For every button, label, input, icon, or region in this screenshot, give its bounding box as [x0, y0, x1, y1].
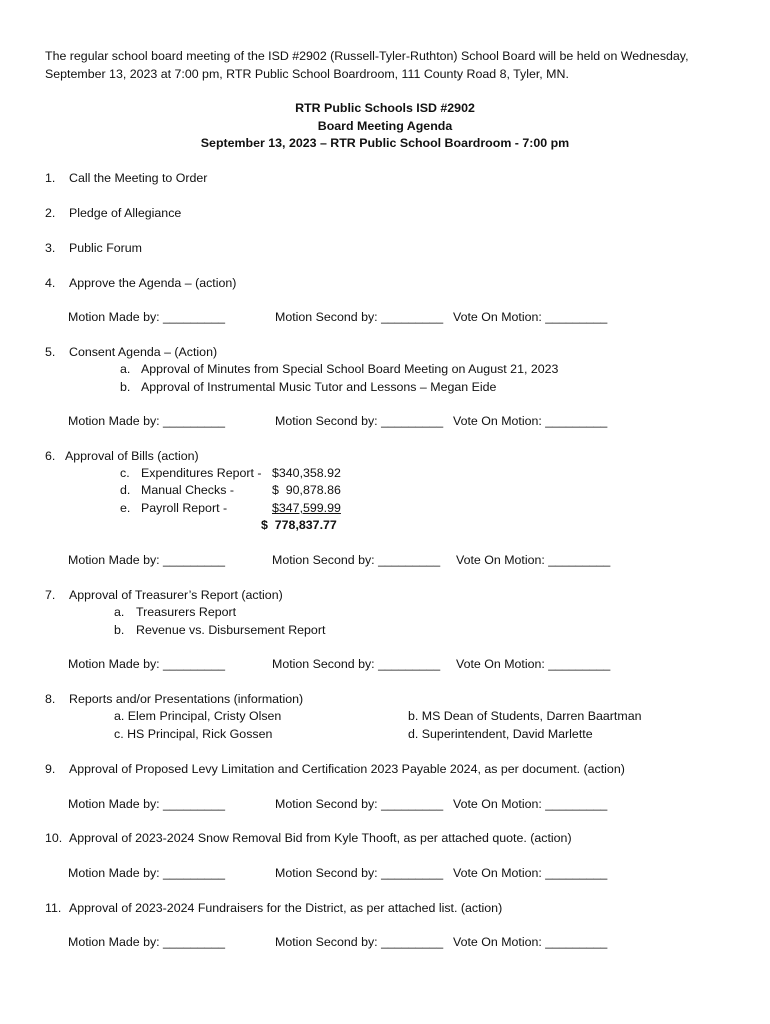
header-date-line: September 13, 2023 – RTR Public School Boardroom - 7:00 pm	[200, 136, 570, 150]
sub-item-text: Revenue vs. Disbursement Report	[136, 623, 326, 637]
agenda-item-10	[45, 831, 572, 845]
sub-item-text: Approval of Minutes from Special School Board Meeting on August 21, 2023	[141, 362, 559, 376]
motion-made-line: Motion Made by: _________	[68, 553, 226, 567]
item-text: Reports and/or Presentations (information)	[69, 692, 304, 706]
bill-label-manual-checks: Manual Checks -	[141, 483, 234, 497]
intro-line-2: September 13, 2023 at 7:00 pm, RTR Public School Boardroom, 111 County Road 8, Tyler, MN.	[45, 67, 569, 81]
vote-on-motion-line: Vote On Motion: _________	[453, 414, 608, 428]
motion-second-line: Motion Second by: _________	[272, 553, 441, 567]
item-text: Approval of Treasurer’s Report (action)	[69, 588, 283, 602]
sub-item-letter: a.	[114, 605, 125, 619]
intro-line-1: The regular school board meeting of the ISD #2902 (Russell-Tyler-Ruthton) School Board will be held on Wednesday,	[45, 49, 689, 63]
sub-item-letter: b.	[114, 623, 125, 637]
sub-item-text: Treasurers Report	[136, 605, 237, 619]
item-text: Approval of Bills (action)	[65, 449, 199, 463]
header-org: RTR Public Schools ISD #2902	[295, 101, 475, 115]
agenda-item-2	[45, 206, 181, 220]
item-number: 11.	[45, 901, 62, 915]
item-number: 4.	[45, 276, 56, 290]
item-text: Approval of 2023-2024 Snow Removal Bid from Kyle Thooft, as per attached quote. (action)	[69, 831, 572, 845]
motion-made-line: Motion Made by: _________	[68, 657, 226, 671]
sub-item-letter: b.	[120, 380, 131, 394]
item-text: Approval of 2023-2024 Fundraisers for the District, as per attached list. (action)	[69, 901, 503, 915]
motion-made-line: Motion Made by: _________	[68, 414, 226, 428]
bill-label-payroll: Payroll Report -	[141, 501, 228, 515]
motion-second-line: Motion Second by: _________	[275, 797, 444, 811]
page-title: Board Meeting Agenda	[317, 119, 453, 133]
item-number: 6.	[45, 449, 56, 463]
item-number: 3.	[45, 241, 56, 255]
agenda-item-3	[45, 241, 142, 255]
item-number: 2.	[45, 206, 56, 220]
bill-letter-d: d.	[120, 483, 131, 497]
motion-made-line: Motion Made by: _________	[68, 310, 226, 324]
sub-item-7a	[114, 605, 236, 619]
presenter-b: b. MS Dean of Students, Darren Baartman	[408, 709, 642, 723]
item-text: Consent Agenda – (Action)	[69, 345, 218, 359]
vote-on-motion-line: Vote On Motion: _________	[453, 797, 608, 811]
item-text: Public Forum	[69, 241, 142, 255]
sub-item-text: Approval of Instrumental Music Tutor and Lessons – Megan Eide	[141, 380, 497, 394]
bill-amount-manual-checks: $ 90,878.86	[272, 483, 341, 497]
motion-second-line: Motion Second by: _________	[275, 866, 444, 880]
item-text: Call the Meeting to Order	[69, 171, 208, 185]
item-number: 10.	[45, 831, 63, 845]
bill-letter-c: c.	[120, 466, 130, 480]
vote-on-motion-line: Vote On Motion: _________	[453, 310, 608, 324]
vote-on-motion-line: Vote On Motion: _________	[453, 935, 608, 949]
presenter-a: a. Elem Principal, Cristy Olsen	[114, 709, 282, 723]
sub-item-letter: a.	[120, 362, 131, 376]
item-number: 5.	[45, 345, 56, 359]
vote-on-motion-line: Vote On Motion: _________	[456, 657, 611, 671]
item-text: Approval of Proposed Levy Limitation and Certification 2023 Payable 2024, as per document. (action)	[69, 762, 625, 776]
bill-amount-payroll: $347,599.99	[272, 501, 341, 515]
agenda-item-4	[45, 276, 236, 290]
motion-made-line: Motion Made by: _________	[68, 797, 226, 811]
vote-on-motion-line: Vote On Motion: _________	[456, 553, 611, 567]
vote-on-motion-line: Vote On Motion: _________	[453, 866, 608, 880]
sub-item-7b	[114, 623, 325, 637]
item-number: 7.	[45, 588, 56, 602]
bills-total: $ 778,837.77	[261, 518, 337, 532]
bill-label-expenditures: Expenditures Report -	[141, 466, 262, 480]
bill-amount-expenditures: $340,358.92	[272, 466, 341, 480]
motion-second-line: Motion Second by: _________	[275, 935, 444, 949]
motion-second-line: Motion Second by: _________	[275, 310, 444, 324]
presenter-c: c. HS Principal, Rick Gossen	[114, 727, 273, 741]
agenda-item-8	[45, 692, 303, 706]
agenda-item-1	[45, 171, 207, 185]
agenda-item-9	[45, 762, 625, 776]
agenda-item-5	[45, 345, 217, 359]
agenda-item-6	[45, 449, 199, 463]
item-number: 9.	[45, 762, 56, 776]
item-text: Approve the Agenda – (action)	[69, 276, 237, 290]
motion-made-line: Motion Made by: _________	[68, 935, 226, 949]
bill-letter-e: e.	[120, 501, 131, 515]
agenda-item-7	[45, 588, 283, 602]
presenter-d: d. Superintendent, David Marlette	[408, 727, 593, 741]
sub-item-5b	[120, 380, 496, 394]
item-number: 1.	[45, 171, 56, 185]
agenda-item-11	[45, 901, 502, 915]
motion-second-line: Motion Second by: _________	[275, 414, 444, 428]
sub-item-5a	[120, 362, 558, 376]
item-number: 8.	[45, 692, 56, 706]
item-text: Pledge of Allegiance	[69, 206, 182, 220]
motion-second-line: Motion Second by: _________	[272, 657, 441, 671]
motion-made-line: Motion Made by: _________	[68, 866, 226, 880]
